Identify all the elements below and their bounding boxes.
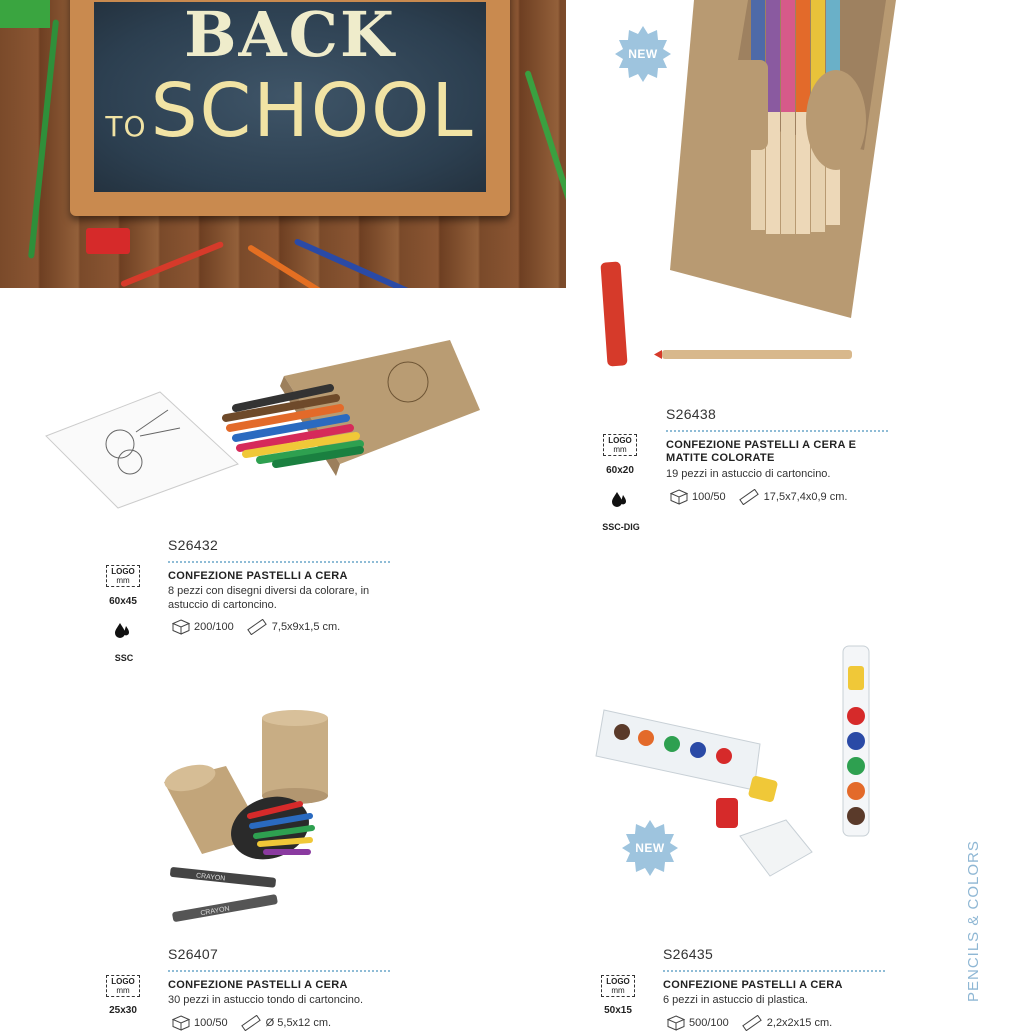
logo-dimensions: 25x30 bbox=[109, 1005, 137, 1016]
pack-quantity: 100/50 bbox=[194, 1017, 228, 1029]
hero-title-school bbox=[94, 68, 486, 154]
printing-technique: SSC bbox=[114, 653, 134, 663]
ruler-icon bbox=[246, 619, 268, 635]
pack-quantity: 200/100 bbox=[194, 621, 234, 633]
product-title: CONFEZIONE PASTELLI A CERA bbox=[663, 979, 843, 991]
blue-pencil bbox=[294, 238, 415, 288]
product-size: Ø 5,5x12 cm. bbox=[265, 1017, 332, 1029]
product-description: 6 pezzi in astuccio di plastica. bbox=[663, 994, 808, 1006]
section-side-label bbox=[955, 840, 989, 1010]
ruler-icon bbox=[240, 1015, 262, 1031]
product-code: S26435 bbox=[663, 946, 714, 962]
pack-quantity: 100/50 bbox=[692, 491, 726, 503]
logo-dimensions: 60x20 bbox=[606, 465, 634, 476]
product-description: 8 pezzi con disegni diversi da colorare, in astuccio di cartoncino. bbox=[168, 585, 370, 611]
product-description: 19 pezzi in astuccio di cartoncino. bbox=[666, 468, 831, 480]
product-title: CONFEZIONE PASTELLI A CERA bbox=[168, 979, 348, 991]
red-pencil bbox=[120, 241, 224, 288]
packaging-info bbox=[670, 489, 847, 505]
hero-title-to: TO bbox=[105, 110, 147, 143]
crayon-label: CRAYON bbox=[195, 872, 226, 883]
hero-title-back: BACK bbox=[184, 0, 396, 71]
dotted-divider bbox=[168, 970, 390, 972]
logo-dimensions: 60x45 bbox=[109, 596, 137, 607]
product-image-s26432 bbox=[40, 336, 490, 516]
new-badge-label: NEW bbox=[628, 47, 658, 61]
sharpener bbox=[86, 228, 130, 254]
logo-area-icon: LOGO mm bbox=[603, 434, 637, 456]
new-badge-label: NEW bbox=[635, 841, 665, 855]
product-size: 17,5x7,4x0,9 cm. bbox=[763, 491, 848, 503]
dotted-divider bbox=[663, 970, 885, 972]
product-image-s26407 bbox=[160, 708, 340, 930]
printing-technique: SSC-DIG bbox=[602, 522, 640, 532]
ruler-icon bbox=[738, 489, 760, 505]
chalkboard bbox=[70, 0, 510, 216]
box-icon bbox=[667, 1015, 685, 1031]
dotted-divider bbox=[168, 561, 390, 563]
section-side-label-text: PENCILS & COLORS bbox=[965, 840, 982, 1002]
logo-dimensions: 50x15 bbox=[604, 1005, 632, 1016]
box-icon bbox=[670, 489, 688, 505]
product-code: S26438 bbox=[666, 406, 717, 422]
product-title: CONFEZIONE PASTELLI A CERA bbox=[168, 570, 348, 582]
hero-title-school-word: SCHOOL bbox=[150, 68, 475, 154]
product-title: CONFEZIONE PASTELLI A CERA E MATITE COLORATE bbox=[666, 439, 857, 464]
new-badge bbox=[622, 820, 678, 876]
packaging-info bbox=[667, 1015, 832, 1031]
ink-drop-icon bbox=[611, 490, 629, 515]
logo-area-icon: LOGO mm bbox=[106, 975, 140, 997]
product-code: S26407 bbox=[168, 946, 219, 962]
logo-area-icon: LOGO mm bbox=[106, 565, 140, 587]
product-size: 7,5x9x1,5 cm. bbox=[271, 621, 341, 633]
new-badge bbox=[615, 26, 671, 82]
box-icon bbox=[172, 619, 190, 635]
dotted-divider bbox=[666, 430, 888, 432]
green-pencil bbox=[28, 19, 59, 258]
pack-quantity: 500/100 bbox=[689, 1017, 729, 1029]
product-description: 30 pezzi in astuccio tondo di cartoncino. bbox=[168, 994, 364, 1006]
green-pencil bbox=[524, 70, 566, 262]
hero-image bbox=[0, 0, 566, 288]
ink-drop-icon bbox=[114, 621, 132, 646]
logo-area-icon: LOGO mm bbox=[601, 975, 635, 997]
ruler-icon bbox=[741, 1015, 763, 1031]
packaging-info bbox=[172, 619, 340, 635]
product-size: 2,2x2x15 cm. bbox=[766, 1017, 833, 1029]
crayon-label: CRAYON bbox=[199, 905, 231, 918]
box-icon bbox=[172, 1015, 190, 1031]
product-code: S26432 bbox=[168, 537, 219, 553]
green-block bbox=[0, 0, 50, 28]
packaging-info bbox=[172, 1015, 331, 1031]
